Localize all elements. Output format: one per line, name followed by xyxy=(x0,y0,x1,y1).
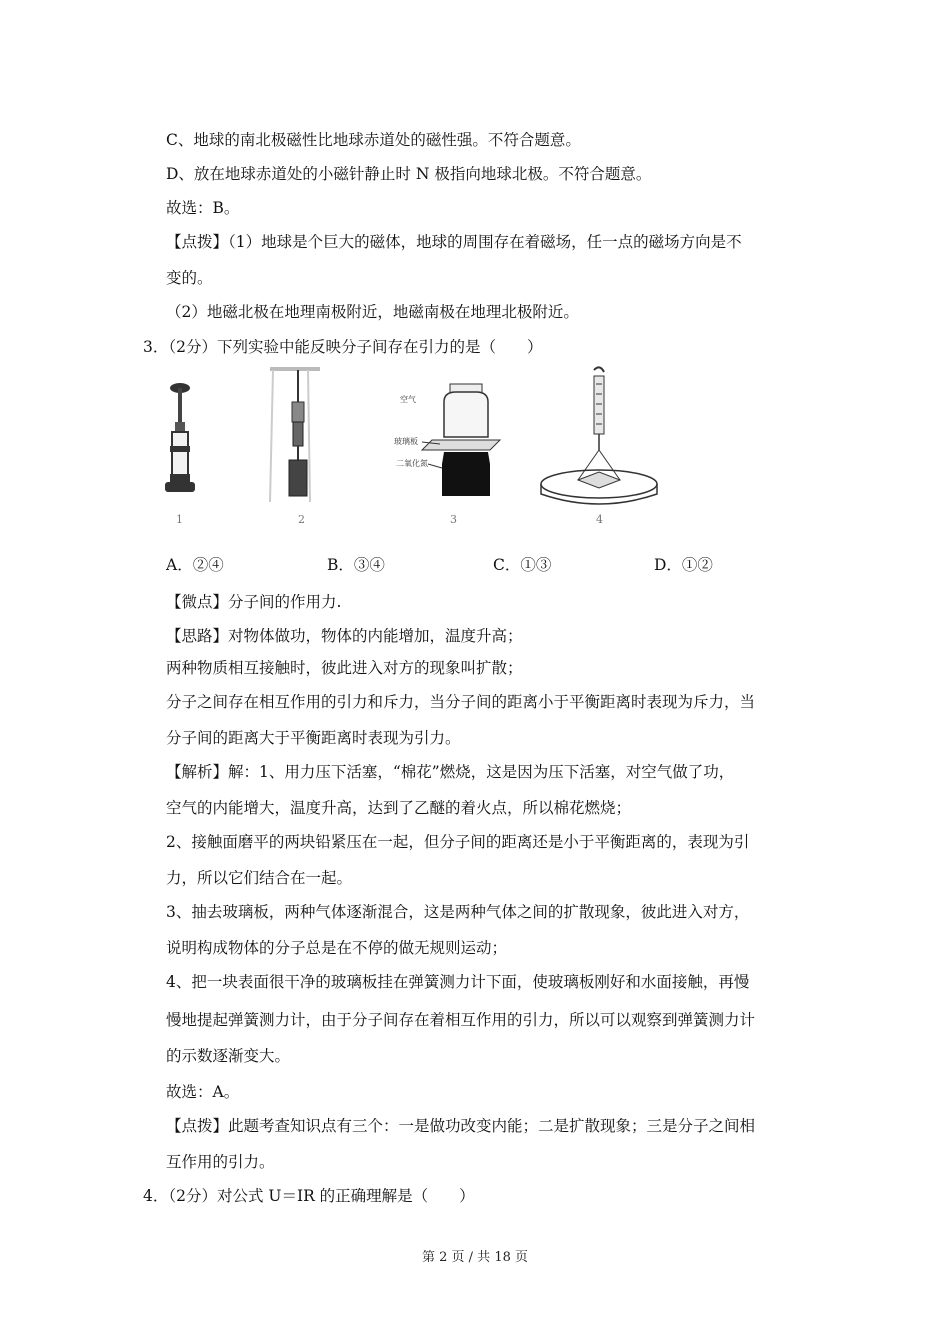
glass-plate-label: 玻璃板 xyxy=(394,437,418,446)
text-line: 分子间的距离大于平衡距离时表现为引力。 xyxy=(166,729,461,747)
text-line: D、放在地球赤道处的小磁针静止时 N 极指向地球北极。不符合题意。 xyxy=(166,165,652,183)
text-line: 两种物质相互接触时，彼此进入对方的现象叫扩散； xyxy=(166,659,523,677)
figure-label-1: 1 xyxy=(176,513,183,526)
text-line: 分子之间存在相互作用的引力和斥力，当分子间的距离小于平衡距离时表现为斥力，当 xyxy=(166,693,756,711)
text-line: 说明构成物体的分子总是在不停的做无规则运动； xyxy=(166,939,508,957)
text-line: C、地球的南北极磁性比地球赤道处的磁性强。不符合题意。 xyxy=(166,131,581,149)
figure-label-4: 4 xyxy=(596,513,603,526)
text-line: 【思路】对物体做功，物体的内能增加，温度升高； xyxy=(166,627,523,645)
option-c: C．①③ xyxy=(493,556,552,574)
text-line: 慢地提起弹簧测力计，由于分子间存在着相互作用的引力，所以可以观察到弹簧测力计 xyxy=(166,1011,756,1029)
text-line: 【点拨】此题考查知识点有三个：一是做功改变内能；二是扩散现象；三是分子之间相 xyxy=(166,1117,756,1135)
text-line: 的示数逐渐变大。 xyxy=(166,1047,291,1065)
text-line: 【解析】解：1、用力压下活塞，“棉花”燃烧，这是因为压下活塞，对空气做了功， xyxy=(166,763,735,781)
option-b: B．③④ xyxy=(327,556,385,574)
option-a: A．②④ xyxy=(166,556,224,574)
text-line: 故选：B。 xyxy=(166,199,240,217)
text-line: 互作用的引力。 xyxy=(166,1153,275,1171)
text-line: 【点拨】（1）地球是个巨大的磁体，地球的周围存在着磁场，任一点的磁场方向是不 xyxy=(166,233,742,251)
lead-blocks-apparatus xyxy=(270,367,320,502)
text-line: （2）地磁北极在地理南极附近，地磁南极在地理北极附近。 xyxy=(166,303,579,321)
spring-scale-apparatus xyxy=(541,367,657,504)
figure-label-3: 3 xyxy=(450,513,457,526)
no2-label: 二氧化氮 xyxy=(396,459,428,468)
text-line: 故选：A。 xyxy=(166,1083,240,1101)
text-line: 2、接触面磨平的两块铅紧压在一起，但分子间的距离还是小于平衡距离的，表现为引 xyxy=(166,833,750,851)
text-line: 空气的内能增大，温度升高，达到了乙醚的着火点，所以棉花燃烧； xyxy=(166,799,632,817)
text-line: 【微点】分子间的作用力. xyxy=(166,593,342,611)
text-line: 力，所以它们结合在一起。 xyxy=(166,869,353,887)
question-4-stem: 4．（2分）对公式 U＝IR 的正确理解是（ ） xyxy=(143,1187,475,1205)
experiment-figure xyxy=(160,362,660,532)
figure-label-2: 2 xyxy=(298,513,305,526)
page-footer: 第 2 页 / 共 18 页 xyxy=(422,1250,528,1265)
air-label: 空气 xyxy=(400,395,416,404)
text-line: 4、把一块表面很干净的玻璃板挂在弹簧测力计下面，使玻璃板刚好和水面接触，再慢 xyxy=(166,973,750,991)
fire-syringe-apparatus xyxy=(165,383,195,492)
question-3-stem: 3．（2分）下列实验中能反映分子间存在引力的是（ ） xyxy=(143,338,543,356)
text-line: 变的。 xyxy=(166,269,213,287)
option-d: D．①② xyxy=(654,556,713,574)
text-line: 3、抽去玻璃板，两种气体逐渐混合，这是两种气体之间的扩散现象，彼此进入对方， xyxy=(166,903,750,921)
diffusion-bottles-apparatus xyxy=(394,384,500,496)
